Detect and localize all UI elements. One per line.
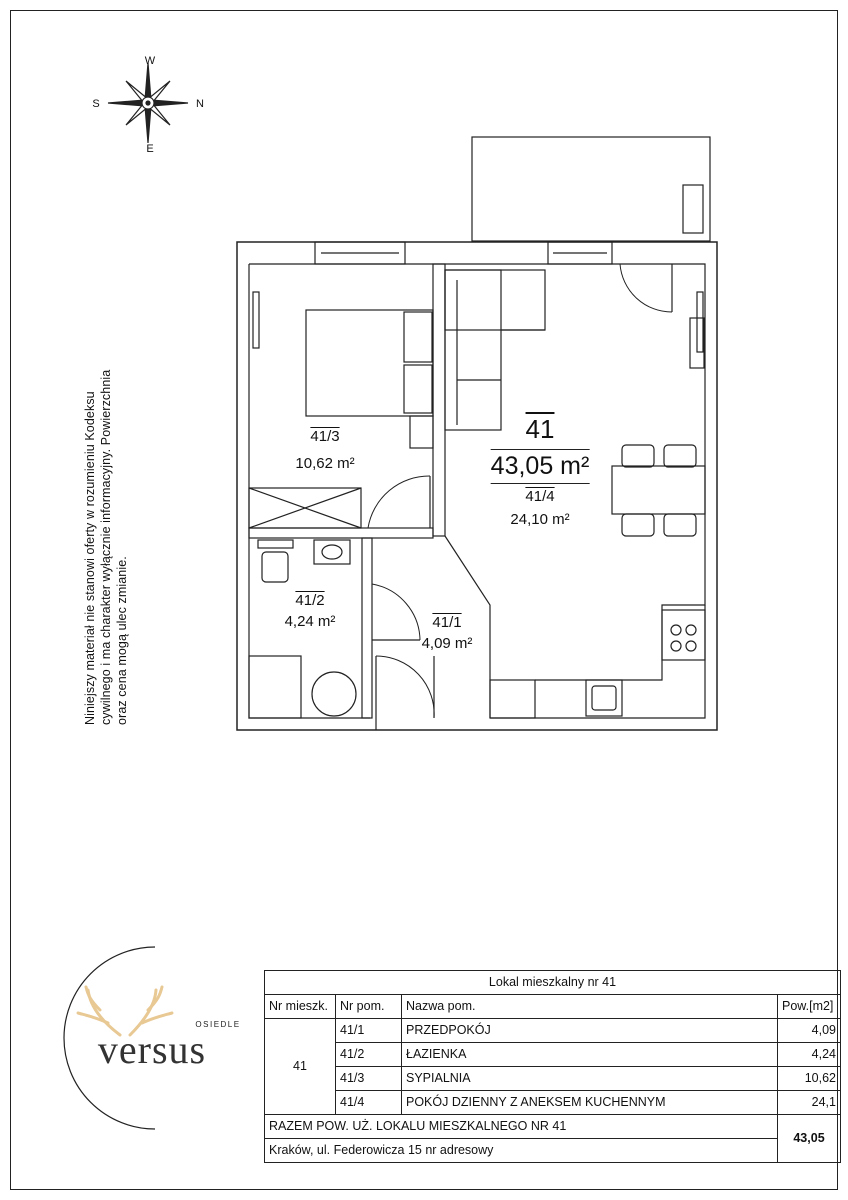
room-area-cell: 10,62 — [778, 1067, 841, 1091]
table-header: Nazwa pom. — [402, 995, 778, 1019]
table-row — [265, 1043, 841, 1067]
disclaimer-line: oraz cena mogą ulec zmianie. — [115, 556, 129, 725]
compass-n-label: N — [196, 98, 204, 110]
disclaimer-line: cywilnego i ma charakter wyłącznie informacyjny. Powierzchnia — [99, 369, 113, 725]
room-label-41-2 — [285, 592, 336, 630]
room-number: 41/3 — [310, 428, 340, 445]
table-row — [265, 1019, 841, 1043]
room-area-cell: 4,24 — [778, 1043, 841, 1067]
area-table — [264, 970, 841, 1163]
total-value-cell: 43,05 — [778, 1115, 841, 1163]
room-label-41-3 — [295, 428, 354, 472]
address-cell: Kraków, ul. Federowicza 15 nr adresowy — [265, 1139, 778, 1163]
apartment-number: 41 — [525, 414, 555, 444]
room-no-cell: 41/1 — [336, 1019, 402, 1043]
room-number: 41/1 — [432, 614, 462, 631]
room-no-cell: 41/3 — [336, 1067, 402, 1091]
compass-w-label: W — [144, 55, 156, 67]
room-area: 10,62 m² — [295, 455, 355, 472]
room-area: 24,10 m² — [510, 511, 570, 528]
room-no-cell: 41/2 — [336, 1043, 402, 1067]
room-number: 41/2 — [295, 592, 325, 609]
table-title: Lokal mieszkalny nr 41 — [265, 971, 841, 995]
disclaimer-line: Niniejszy materiał nie stanowi oferty w rozumieniu Kodeksu — [83, 391, 97, 725]
table-row — [265, 1067, 841, 1091]
disclaimer-text — [82, 305, 130, 725]
apartment-area: 43,05 m² — [491, 449, 590, 481]
room-name-cell: SYPIALNIA — [402, 1067, 778, 1091]
table-header: Nr mieszk. — [265, 995, 336, 1019]
compass-rose-icon — [108, 63, 188, 143]
total-label-cell: RAZEM POW. UŻ. LOKALU MIESZKALNEGO NR 41 — [265, 1115, 778, 1139]
room-area: 4,24 m² — [284, 613, 336, 630]
table-header: Nr pom. — [336, 995, 402, 1019]
apartment-no-cell: 41 — [265, 1019, 336, 1115]
room-area-cell: 4,09 — [778, 1019, 841, 1043]
room-no-cell: 41/4 — [336, 1091, 402, 1115]
room-label-41-1 — [422, 614, 473, 652]
room-area: 4,09 m² — [421, 635, 473, 652]
logo-small-text: OSIEDLE — [195, 1020, 241, 1029]
room-area-cell: 24,1 — [778, 1091, 841, 1115]
compass-e-label: E — [146, 143, 154, 155]
versus-logo — [60, 945, 260, 1135]
compass-s-label: S — [92, 98, 100, 110]
room-number: 41/4 — [491, 483, 590, 505]
table-header: Pow.[m2] — [778, 995, 841, 1019]
apartment-label — [491, 414, 590, 528]
room-name-cell: POKÓJ DZIENNY Z ANEKSEM KUCHENNYM — [402, 1091, 778, 1115]
room-name-cell: PRZEDPOKÓJ — [402, 1019, 778, 1043]
logo-brand-text: versus — [97, 1027, 207, 1072]
room-name-cell: ŁAZIENKA — [402, 1043, 778, 1067]
table-row — [265, 1091, 841, 1115]
